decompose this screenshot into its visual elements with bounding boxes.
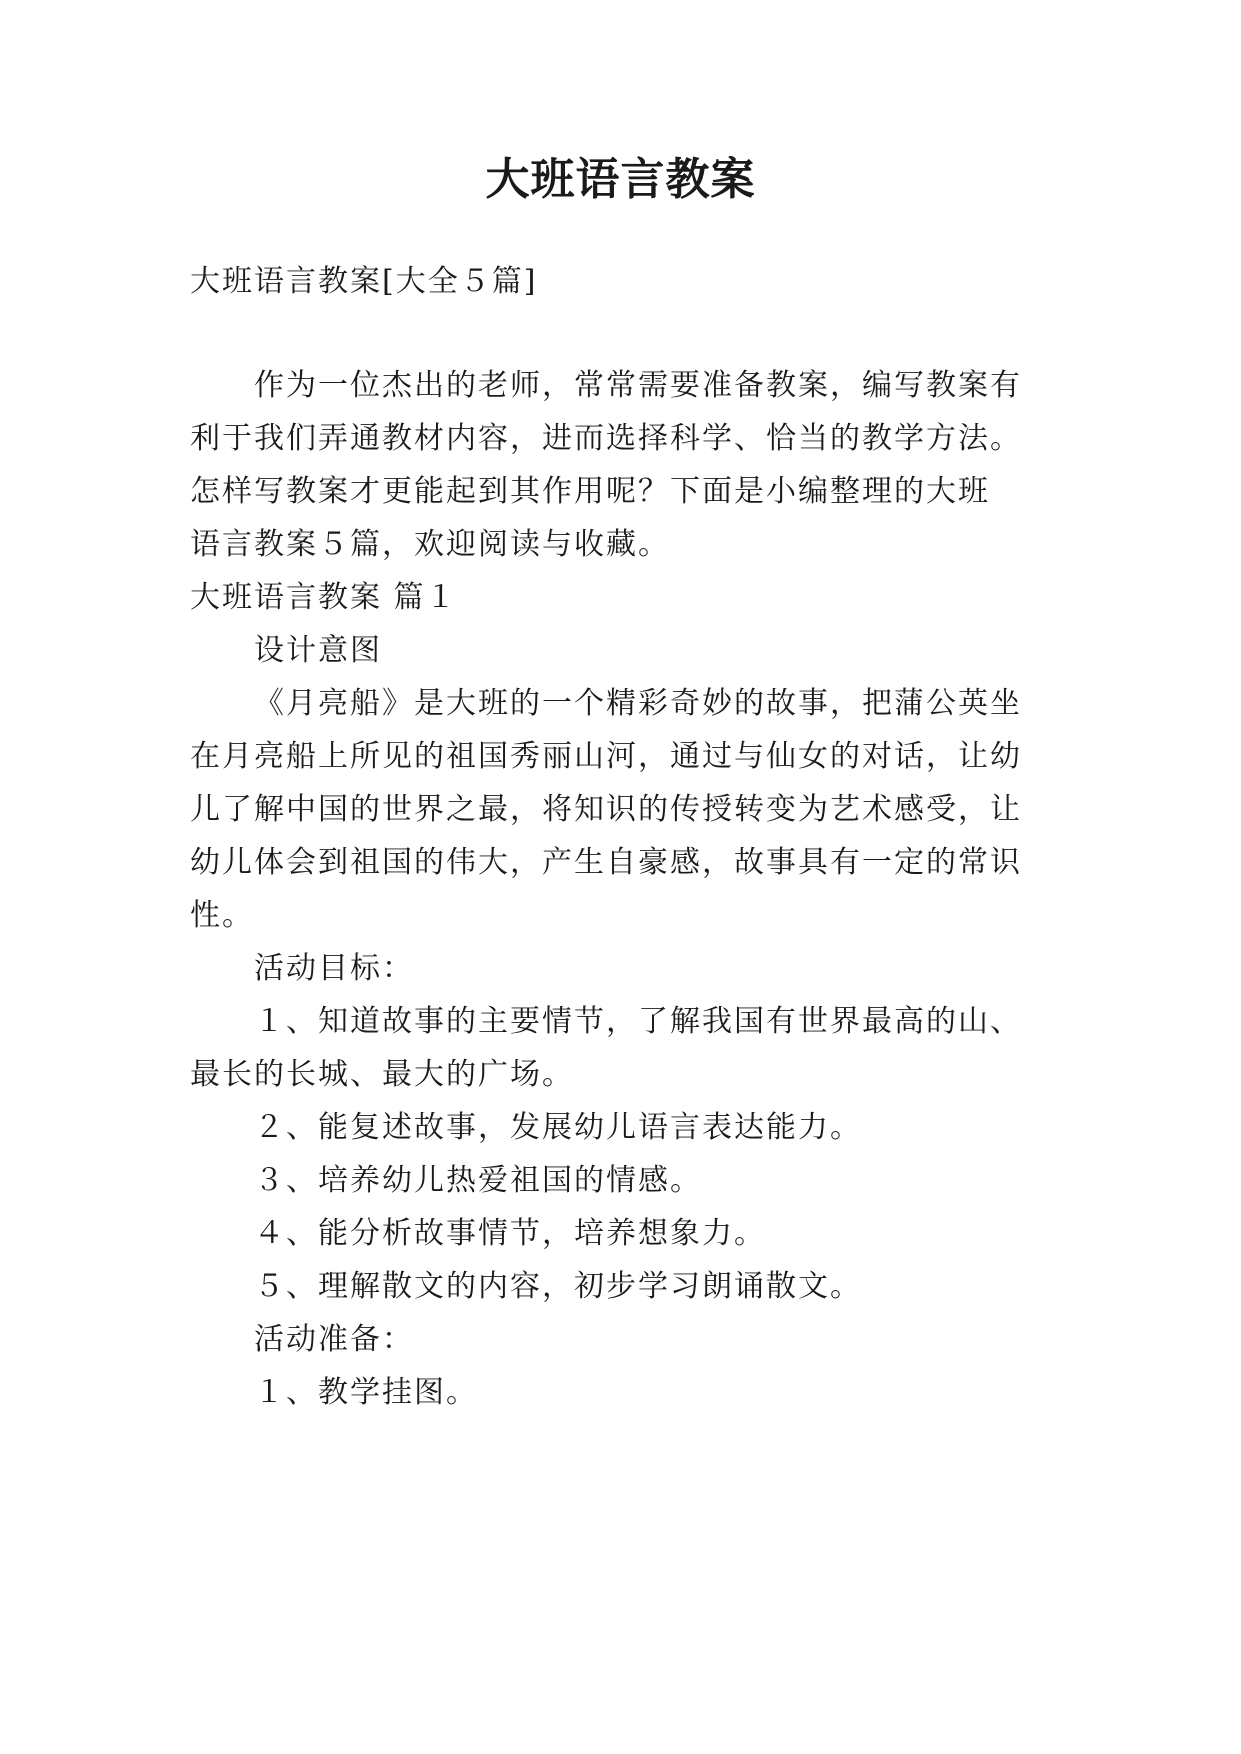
design-line-5: 性。 xyxy=(190,898,254,933)
section-heading: 大班语言教案 篇１ xyxy=(190,580,458,615)
goals-heading: 活动目标： xyxy=(254,951,414,986)
goal-line-2: 最长的长城、最大的广场。 xyxy=(190,1057,574,1092)
design-line-4: 幼儿体会到祖国的伟大，产生自豪感，故事具有一定的常识 xyxy=(190,845,1022,880)
goal-line-4: ３、培养幼儿热爱祖国的情感。 xyxy=(254,1163,702,1198)
design-line-3: 儿了解中国的世界之最，将知识的传授转变为艺术感受，让 xyxy=(190,792,1022,827)
goal-line-1: １、知道故事的主要情节，了解我国有世界最高的山、 xyxy=(254,1004,1022,1039)
design-heading: 设计意图 xyxy=(254,633,382,668)
design-line-2: 在月亮船上所见的祖国秀丽山河，通过与仙女的对话，让幼 xyxy=(190,739,1022,774)
document-subtitle: 大班语言教案[大全５篇] xyxy=(190,264,538,299)
intro-line-4: 语言教案５篇，欢迎阅读与收藏。 xyxy=(190,527,670,562)
intro-line-2: 利于我们弄通教材内容，进而选择科学、恰当的教学方法。 xyxy=(190,421,1022,456)
design-line-1: 《月亮船》是大班的一个精彩奇妙的故事，把蒲公英坐 xyxy=(254,686,1022,721)
intro-line-3: 怎样写教案才更能起到其作用呢？下面是小编整理的大班 xyxy=(190,474,990,509)
goal-line-3: ２、能复述故事，发展幼儿语言表达能力。 xyxy=(254,1110,862,1145)
prep-heading: 活动准备： xyxy=(254,1322,414,1357)
intro-line-1: 作为一位杰出的老师，常常需要准备教案，编写教案有 xyxy=(254,368,1022,403)
goal-line-6: ５、理解散文的内容，初步学习朗诵散文。 xyxy=(254,1269,862,1304)
goal-line-5: ４、能分析故事情节，培养想象力。 xyxy=(254,1216,766,1251)
document-title: 大班语言教案 xyxy=(485,154,756,205)
prep-line-1: １、教学挂图。 xyxy=(254,1375,478,1410)
